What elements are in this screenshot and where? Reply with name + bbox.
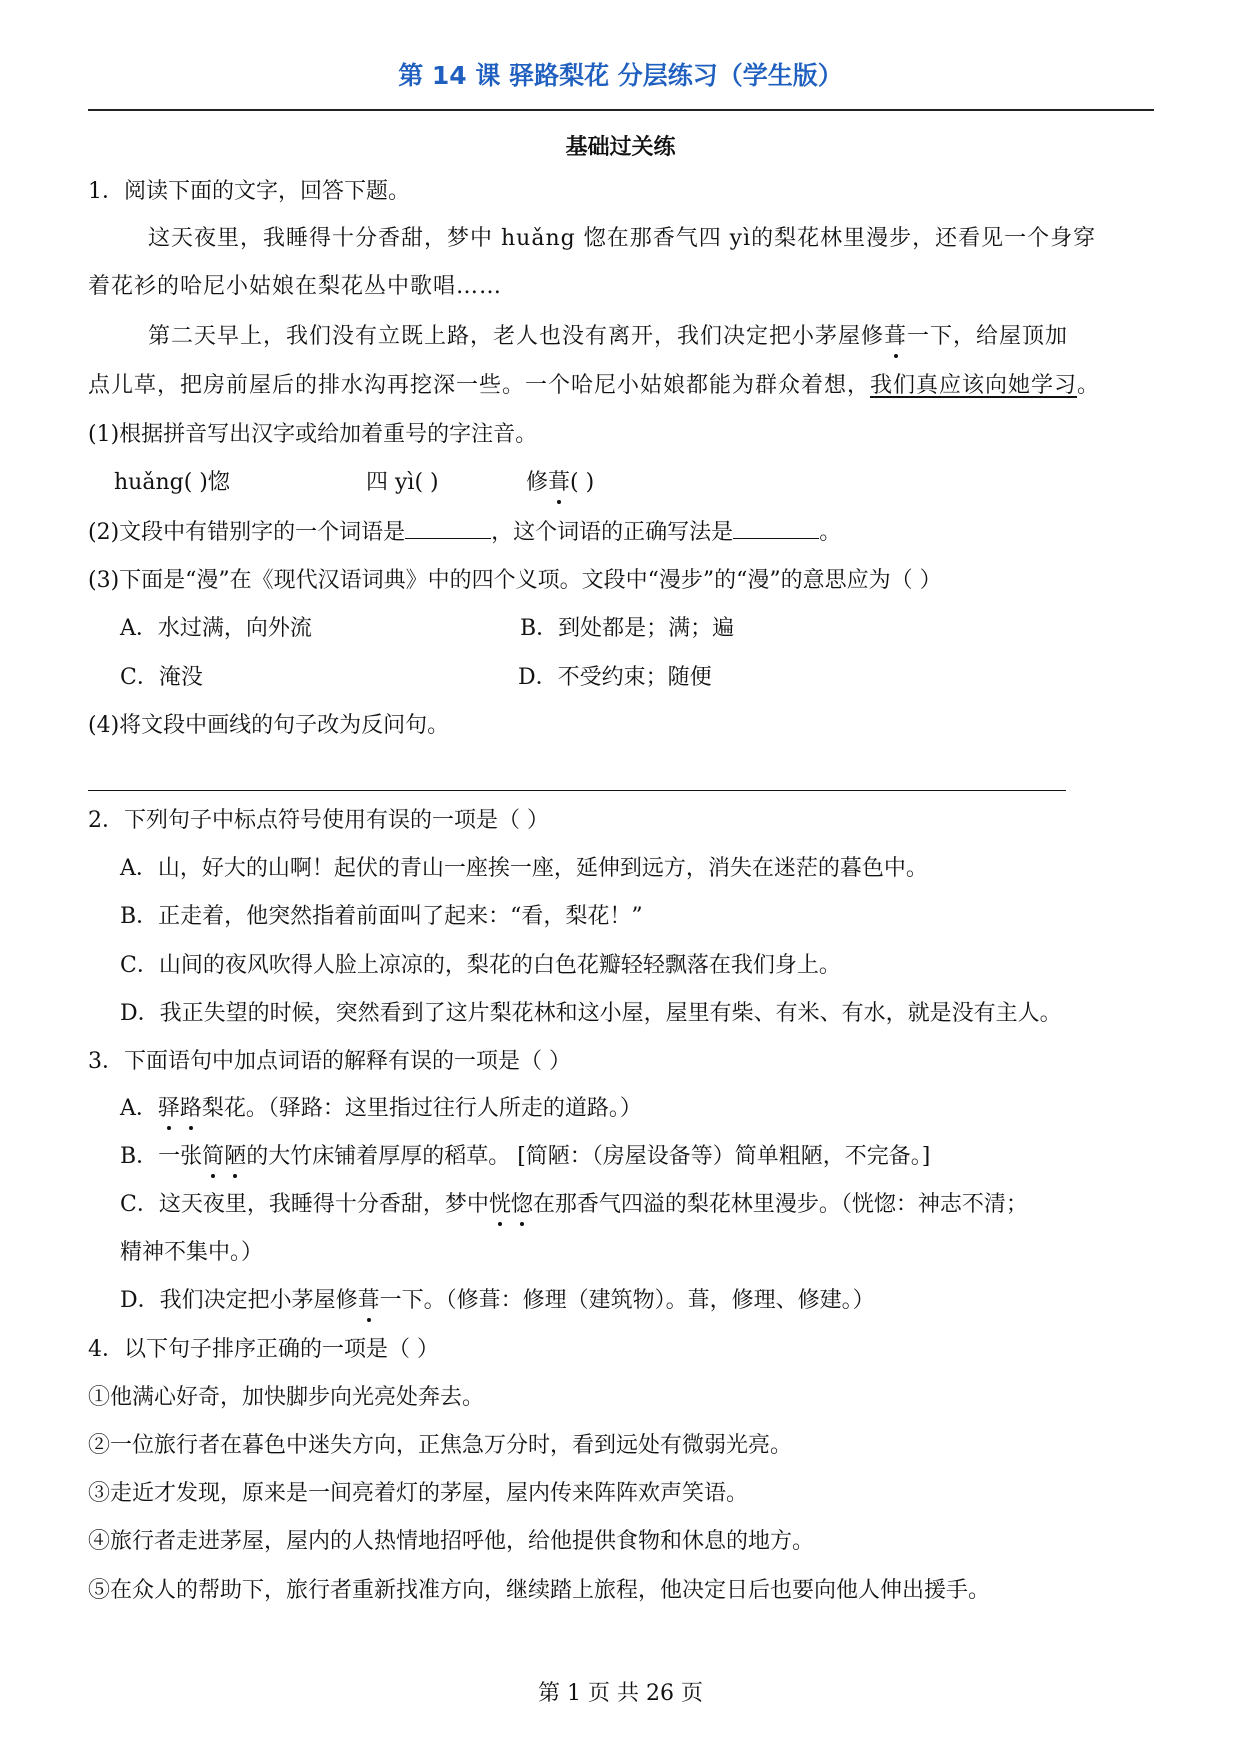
q1-sub2-text: (2)文段中有错别字的一个词语是 <box>88 520 406 545</box>
emphasis-char: 驿 <box>158 1094 180 1124</box>
header-divider <box>88 109 1154 111</box>
q1-passage-text: 第二天早上，我们没有立既上路，老人也没有离开，我们决定把小茅屋修 <box>148 324 885 349</box>
q1-sub1-paren: ( ) <box>570 470 595 495</box>
emphasis-char: 简 <box>202 1142 224 1172</box>
option-letter: A． <box>120 1096 158 1121</box>
q1-sub2-text: ，这个词语的正确写法是 <box>491 520 734 545</box>
emphasis-char: 葺 <box>358 1286 380 1316</box>
q1-passage-line-1: 这天夜里，我睡得十分香甜，梦中 huǎng 惚在那香气四 yì的梨花林里漫步，还看见一个身穿 <box>148 226 1097 251</box>
option-text: 在那香气四溢的梨花林里漫步。（恍惚：神志不清； <box>532 1192 1028 1217</box>
q4-sentence-1: ①他满心好奇，加快脚步向光亮处奔去。 <box>88 1385 485 1410</box>
q1-sub3: (3)下面是“漫”在《现代汉语词典》中的四个义项。文段中“漫步”的“漫”的意思应为（ ） <box>88 568 942 593</box>
q3-option-a[interactable] <box>120 1094 642 1124</box>
option-text: D．我们决定把小茅屋修 <box>120 1288 358 1313</box>
underlined-sentence: 我们真应该向她学习 <box>870 373 1078 398</box>
q2-stem: 2．下列句子中标点符号使用有误的一项是（ ） <box>88 808 549 833</box>
option-text: 一下。（修葺：修理（建筑物）。葺，修理、修建。） <box>379 1288 875 1313</box>
q1-sub1-char: 修 <box>526 470 549 495</box>
q1-sub1-blank-c <box>526 468 594 498</box>
q1-passage-text-rest: 一下，给屋顶加 <box>907 324 1069 349</box>
q1-passage-line-2: 着花衫的哈尼小姑娘在梨花丛中歌唱…… <box>88 274 503 299</box>
emphasis-char: 葺 <box>884 322 907 352</box>
fill-blank[interactable] <box>405 518 491 539</box>
q4-sentence-3: ③走近才发现，原来是一间亮着灯的茅屋，屋内传来阵阵欢声笑语。 <box>88 1481 749 1506</box>
option-text: B．一张 <box>120 1144 203 1169</box>
q2-option-c[interactable]: C．山间的夜风吹得人脸上凉凉的，梨花的白色花瓣轻轻飘落在我们身上。 <box>120 953 841 978</box>
q4-stem: 4．以下句子排序正确的一项是（ ） <box>88 1337 439 1362</box>
section-title: 基础过关练 <box>565 134 676 160</box>
q1-option-d[interactable]: D．不受约束；随便 <box>518 665 712 690</box>
q2-option-a[interactable]: A．山，好大的山啊！起伏的青山一座挨一座，延伸到远方，消失在迷茫的暮色中。 <box>120 856 928 881</box>
q3-option-c[interactable] <box>120 1190 1028 1220</box>
q4-sentence-4: ④旅行者走进茅屋，屋内的人热情地招呼他，给他提供食物和休息的地方。 <box>88 1529 815 1554</box>
page-number: 第 1 页 共 26 页 <box>538 1681 703 1706</box>
q1-option-a[interactable]: A．水过满，向外流 <box>120 616 312 641</box>
q3-stem: 3．下面语句中加点词语的解释有误的一项是（ ） <box>88 1049 571 1074</box>
option-text: 的大竹床铺着厚厚的稻草。 [简陋：（房屋设备等）简单粗陋，不完备。] <box>246 1144 931 1169</box>
q1-passage-end: 。 <box>1077 373 1101 398</box>
q1-sub2 <box>88 518 841 548</box>
q3-option-c-continued: 精神不集中。） <box>120 1240 264 1265</box>
emphasis-char: 惚 <box>511 1190 533 1220</box>
q3-option-b[interactable] <box>120 1142 930 1172</box>
q1-sub1: (1)根据拼音写出汉字或给加着重号的字注音。 <box>88 422 538 447</box>
q2-option-b[interactable]: B．正走着，他突然指着前面叫了起来：“看，梨花！” <box>120 904 643 929</box>
q1-option-c[interactable]: C．淹没 <box>120 665 203 690</box>
emphasis-char: 葺 <box>548 468 570 498</box>
emphasis-char: 陋 <box>224 1142 246 1172</box>
q1-passage-line-3 <box>148 322 1068 352</box>
option-text: 梨花。（驿路：这里指过往行人所走的道路。） <box>201 1096 642 1121</box>
q1-sub1-blank-a: huǎng( )惚 <box>114 470 230 495</box>
emphasis-char: 恍 <box>489 1190 511 1220</box>
q1-sub4: (4)将文段中画线的句子改为反问句。 <box>88 713 450 738</box>
q1-passage-line-4 <box>88 371 1100 401</box>
q1-sub2-end: 。 <box>819 520 842 545</box>
emphasis-char: 路 <box>180 1094 202 1124</box>
answer-line[interactable] <box>88 790 1066 791</box>
q1-stem: 1．阅读下面的文字，回答下题。 <box>88 179 410 204</box>
q1-sub1-blank-b: 四 yì( ) <box>366 470 439 495</box>
q4-sentence-2: ②一位旅行者在暮色中迷失方向，正焦急万分时，看到远处有微弱光亮。 <box>88 1433 793 1458</box>
q3-option-d[interactable] <box>120 1286 875 1316</box>
q1-passage-text: 点儿草，把房前屋后的排水沟再挖深一些。一个哈尼小姑娘都能为群众着想， <box>88 373 871 398</box>
page-title: 第 14 课 驿路梨花 分层练习（学生版） <box>398 61 843 90</box>
option-text: C．这天夜里，我睡得十分香甜，梦中 <box>120 1192 489 1217</box>
q2-option-d[interactable]: D．我正失望的时候，突然看到了这片梨花林和这小屋，屋里有柴、有米、有水，就是没有主人。 <box>120 1001 1062 1026</box>
fill-blank[interactable] <box>733 518 819 539</box>
q4-sentence-5: ⑤在众人的帮助下，旅行者重新找准方向，继续踏上旅程，他决定日后也要向他人伸出援手。 <box>88 1578 991 1603</box>
q1-option-b[interactable]: B．到处都是；满；遍 <box>520 616 735 641</box>
